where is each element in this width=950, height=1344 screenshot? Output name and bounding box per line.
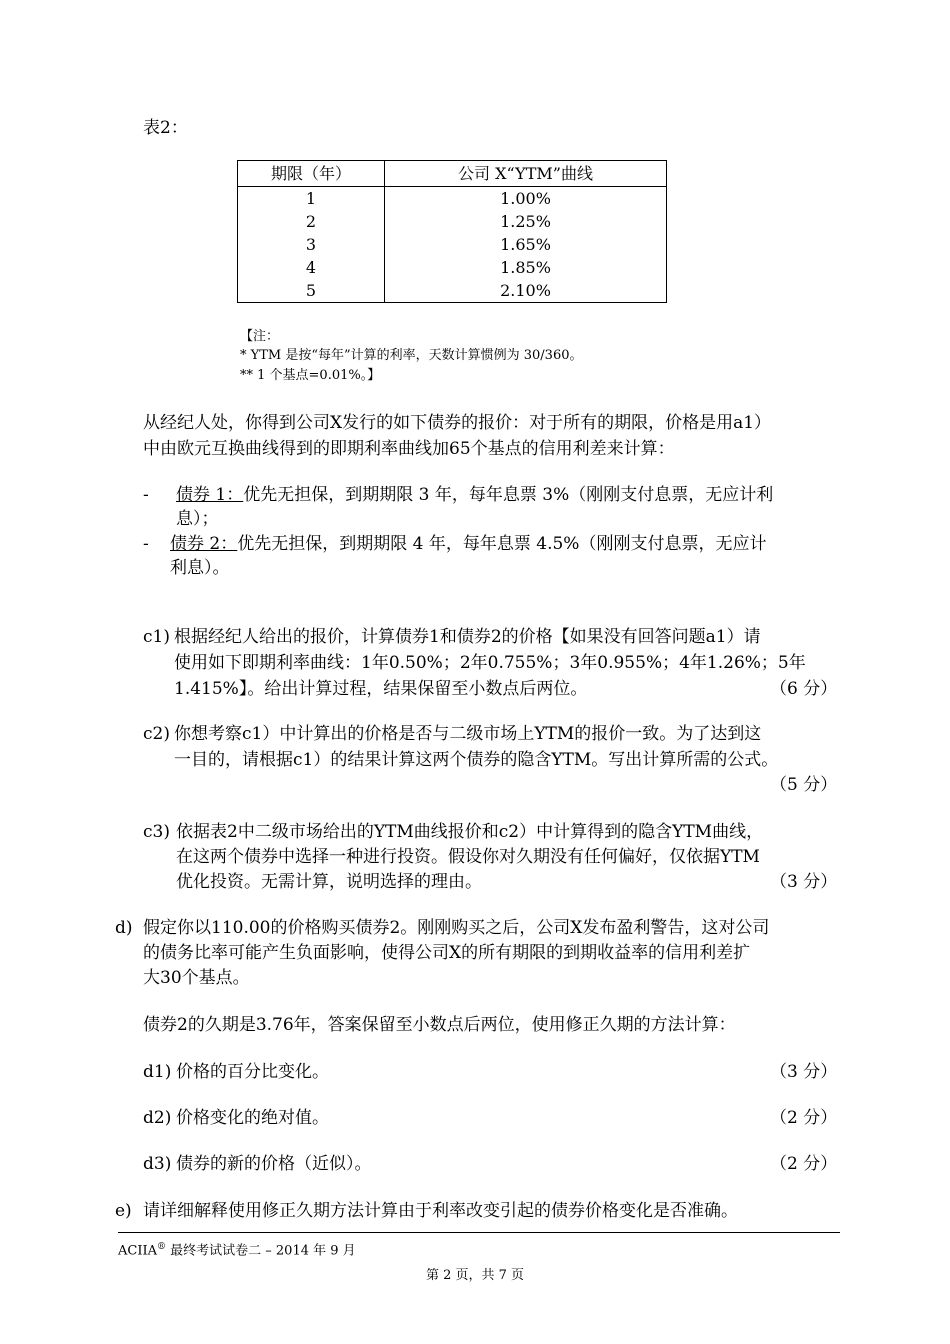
question-c2-points: （5 分） bbox=[770, 775, 838, 795]
note-ytm: * YTM 是按“每年”计算的利率，天数计算惯例为 30/360。 bbox=[240, 348, 583, 363]
question-c3-line-2: 在这两个债券中选择一种进行投资。假设你对久期没有任何偏好，仅依据YTM bbox=[176, 847, 760, 867]
term-cell: 5 bbox=[238, 279, 385, 303]
question-c1-line-3: 1.415%】。给出计算过程，结果保留至小数点后两位。 bbox=[174, 679, 588, 699]
question-c1-label: c1) bbox=[143, 627, 170, 647]
ytm-table bbox=[237, 160, 667, 303]
question-c1-points: （6 分） bbox=[770, 679, 838, 699]
bond-1-dash: - bbox=[143, 485, 149, 505]
question-d-label: d) bbox=[115, 918, 133, 938]
question-c3-line-1: 依据表2中二级市场给出的YTM曲线报价和c2）中计算得到的隐含YTM曲线， bbox=[176, 822, 764, 842]
bond-2-line-1 bbox=[170, 532, 766, 556]
bond-1-line-1 bbox=[176, 483, 773, 507]
term-cell: 2 bbox=[238, 210, 385, 233]
header-ytm: 公司 X“YTM”曲线 bbox=[385, 161, 667, 187]
ytm-cell: 1.85% bbox=[385, 256, 667, 279]
table-row bbox=[238, 279, 667, 303]
intro-line-1: 从经纪人处，你得到公司X发行的如下债券的报价：对于所有的期限，价格是用a1） bbox=[143, 413, 772, 433]
question-d-line-1: 假定你以110.00的价格购买债券2。刚刚购买之后，公司X发布盈利警告，这对公司 bbox=[143, 918, 770, 938]
intro-line-2: 中由欧元互换曲线得到的即期利率曲线加65个基点的信用利差来计算： bbox=[143, 439, 675, 459]
question-e-text: 请详细解释使用修正久期方法计算由于利率改变引起的债券价格变化是否准确。 bbox=[143, 1201, 738, 1221]
table-caption: 表2： bbox=[143, 118, 188, 138]
question-d3-label: d3) bbox=[143, 1154, 172, 1174]
bond-2-line-2: 利息）。 bbox=[170, 558, 230, 578]
bond-2-name: 债券 2： bbox=[170, 534, 238, 554]
table-row bbox=[238, 233, 667, 256]
table-header-row bbox=[238, 161, 667, 187]
duration-text: 债券2的久期是3.76年，答案保留至小数点后两位，使用修正久期的方法计算： bbox=[143, 1015, 736, 1035]
bond-1-line-2: 息）； bbox=[176, 509, 219, 529]
term-cell: 3 bbox=[238, 233, 385, 256]
question-d3-text: 债券的新的价格（近似）。 bbox=[176, 1154, 372, 1174]
question-d1-text: 价格的百分比变化。 bbox=[176, 1062, 329, 1082]
question-d2-label: d2) bbox=[143, 1108, 172, 1128]
question-d2-text: 价格变化的绝对值。 bbox=[176, 1108, 329, 1128]
ytm-cell: 1.65% bbox=[385, 233, 667, 256]
question-d-line-2: 的债务比率可能产生负面影响，使得公司X的所有期限的到期收益率的信用利差扩 bbox=[143, 943, 751, 963]
footer-divider bbox=[118, 1232, 840, 1233]
footer-exam-info bbox=[118, 1237, 356, 1261]
question-c3-line-3: 优化投资。无需计算，说明选择的理由。 bbox=[176, 872, 482, 892]
question-c2-label: c2) bbox=[143, 724, 170, 744]
footer-org: ACIIA bbox=[118, 1243, 157, 1259]
question-d1-label: d1) bbox=[143, 1062, 172, 1082]
term-cell: 4 bbox=[238, 256, 385, 279]
question-d3-points: （2 分） bbox=[770, 1154, 838, 1174]
question-c1-line-2: 使用如下即期利率曲线：1年0.50%；2年0.755%；3年0.955%；4年1.26%；5年 bbox=[174, 653, 806, 673]
footer-exam: 最终考试试卷二 – 2014 年 9 月 bbox=[166, 1243, 356, 1259]
bond-2-dash: - bbox=[143, 534, 149, 554]
question-d1-points: （3 分） bbox=[770, 1062, 838, 1082]
note-bp: ** 1 个基点=0.01%。】 bbox=[240, 368, 381, 383]
note-open: 【注： bbox=[240, 329, 280, 344]
table-row bbox=[238, 256, 667, 279]
table-row bbox=[238, 210, 667, 233]
bond-1-desc: 优先无担保，到期期限 3 年，每年息票 3%（刚刚支付息票，无应计利 bbox=[243, 485, 774, 505]
ytm-cell: 1.00% bbox=[385, 187, 667, 211]
question-d-line-3: 大30个基点。 bbox=[143, 968, 250, 988]
registered-mark: ® bbox=[157, 1242, 166, 1252]
question-d2-points: （2 分） bbox=[770, 1108, 838, 1128]
table-row bbox=[238, 187, 667, 211]
bond-2-desc: 优先无担保，到期期限 4 年，每年息票 4.5%（刚刚支付息票，无应计 bbox=[237, 534, 767, 554]
question-c3-points: （3 分） bbox=[770, 872, 838, 892]
question-c2-line-2: 一目的，请根据c1）的结果计算这两个债券的隐含YTM。写出计算所需的公式。 bbox=[174, 750, 779, 770]
question-e-label: e) bbox=[115, 1201, 132, 1221]
header-term: 期限（年） bbox=[238, 161, 385, 187]
ytm-cell: 1.25% bbox=[385, 210, 667, 233]
ytm-cell: 2.10% bbox=[385, 279, 667, 303]
question-c1-line-1: 根据经纪人给出的报价，计算债券1和债券2的价格【如果没有回答问题a1）请 bbox=[174, 627, 761, 647]
term-cell: 1 bbox=[238, 187, 385, 211]
page-number: 第 2 页，共 7 页 bbox=[425, 1268, 525, 1283]
question-c2-line-1: 你想考察c1）中计算出的价格是否与二级市场上YTM的报价一致。为了达到这 bbox=[174, 724, 762, 744]
question-c3-label: c3) bbox=[143, 822, 170, 842]
bond-1-name: 债券 1： bbox=[176, 485, 244, 505]
